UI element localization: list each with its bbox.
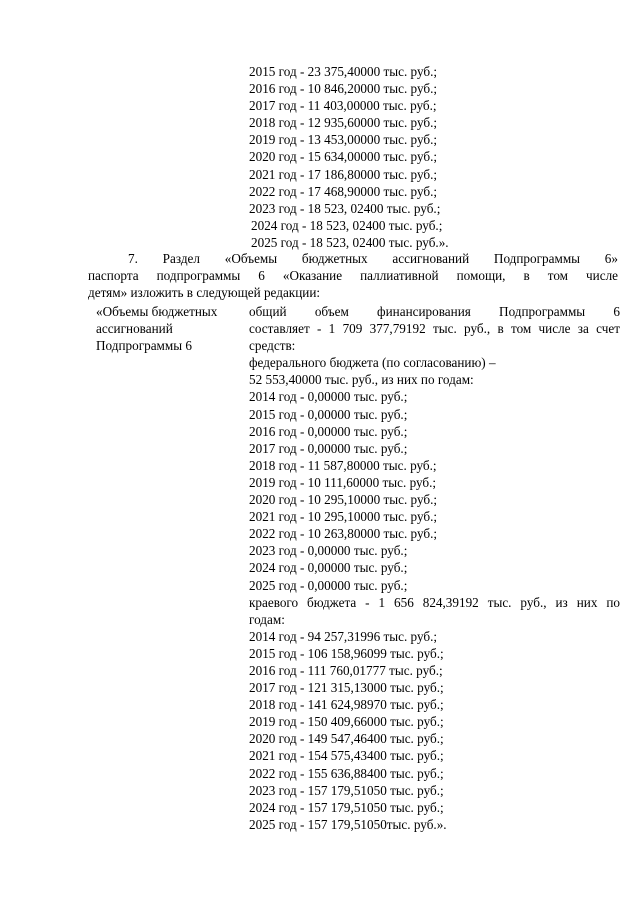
table-label-line: «Объемы бюджетных bbox=[96, 304, 218, 319]
value-line: общий объем финансирования Подпрограммы 6 bbox=[249, 304, 620, 319]
regional-year-item: 2024 год - 157 179,51050 тыс. руб.; bbox=[249, 799, 444, 815]
paragraph-line: детям» изложить в следующей редакции: bbox=[88, 285, 321, 301]
list-item: 2019 год - 13 453,00000 тыс. руб.; bbox=[249, 132, 438, 148]
regional-year-item: 2016 год - 111 760,01777 тыс. руб.; bbox=[249, 662, 443, 678]
table-label-cell bbox=[96, 304, 236, 355]
regional-year-item: 2020 год - 149 547,46400 тыс. руб.; bbox=[249, 731, 444, 747]
federal-year-item: 2023 год - 0,00000 тыс. руб.; bbox=[249, 543, 408, 559]
regional-header-line: годам: bbox=[249, 611, 285, 627]
federal-header-line: федерального бюджета (по согласованию) – bbox=[249, 355, 496, 371]
regional-year-item: 2025 год - 157 179,51050тыс. руб.». bbox=[249, 816, 447, 832]
list-item: 2022 год - 17 468,90000 тыс. руб.; bbox=[249, 183, 438, 199]
regional-year-item: 2023 год - 157 179,51050 тыс. руб.; bbox=[249, 782, 444, 798]
federal-year-item: 2017 год - 0,00000 тыс. руб.; bbox=[249, 440, 408, 456]
regional-year-item: 2022 год - 155 636,88400 тыс. руб.; bbox=[249, 765, 444, 781]
list-item: 2015 год - 23 375,40000 тыс. руб.; bbox=[249, 64, 438, 79]
federal-year-item: 2018 год - 11 587,80000 тыс. руб.; bbox=[249, 457, 437, 473]
list-item: 2018 год - 12 935,60000 тыс. руб.; bbox=[249, 115, 438, 131]
list-item: 2017 год - 11 403,00000 тыс. руб.; bbox=[249, 98, 437, 114]
regional-year-item: 2014 год - 94 257,31996 тыс. руб.; bbox=[249, 628, 438, 644]
federal-year-item: 2015 год - 0,00000 тыс. руб.; bbox=[249, 406, 408, 422]
federal-year-item: 2022 год - 10 263,80000 тыс. руб.; bbox=[249, 526, 438, 542]
amendment-paragraph bbox=[88, 251, 618, 302]
federal-year-item: 2016 год - 0,00000 тыс. руб.; bbox=[249, 423, 408, 439]
paragraph-line: 7. Раздел «Объемы бюджетных ассигнований Подпрограммы 6» bbox=[128, 251, 618, 266]
table-label-line: ассигнований bbox=[96, 321, 173, 337]
list-item: 2016 год - 10 846,20000 тыс. руб.; bbox=[249, 81, 438, 97]
federal-year-item: 2025 год - 0,00000 тыс. руб.; bbox=[249, 577, 408, 593]
previous-funding-list bbox=[249, 63, 447, 251]
regional-year-item: 2017 год - 121 315,13000 тыс. руб.; bbox=[249, 680, 444, 696]
table-value-cell bbox=[249, 304, 620, 834]
regional-year-item: 2018 год - 141 624,98970 тыс. руб.; bbox=[249, 697, 444, 713]
federal-year-item: 2014 год - 0,00000 тыс. руб.; bbox=[249, 389, 408, 405]
paragraph-line: паспорта подпрограммы 6 «Оказание паллиативной помощи, в том числе bbox=[88, 268, 618, 284]
regional-year-item: 2021 год - 154 575,43400 тыс. руб.; bbox=[249, 748, 444, 764]
list-item: 2024 год - 18 523, 02400 тыс. руб.; bbox=[251, 217, 443, 233]
value-line: составляет - 1 709 377,79192 тыс. руб., в том числе за счет bbox=[249, 321, 620, 337]
regional-header-line: краевого бюджета - 1 656 824,39192 тыс. руб., из них по bbox=[249, 594, 620, 610]
value-line: средств: bbox=[249, 338, 296, 354]
federal-year-item: 2024 год - 0,00000 тыс. руб.; bbox=[249, 560, 408, 576]
list-item: 2025 год - 18 523, 02400 тыс. руб.». bbox=[251, 234, 449, 250]
federal-header-line: 52 553,40000 тыс. руб., из них по годам: bbox=[249, 372, 474, 388]
regional-year-item: 2019 год - 150 409,66000 тыс. руб.; bbox=[249, 714, 444, 730]
table-label-line: Подпрограммы 6 bbox=[96, 338, 192, 354]
regional-year-item: 2015 год - 106 158,96099 тыс. руб.; bbox=[249, 645, 444, 661]
list-item: 2020 год - 15 634,00000 тыс. руб.; bbox=[249, 149, 438, 165]
list-item: 2021 год - 17 186,80000 тыс. руб.; bbox=[249, 166, 438, 182]
list-item: 2023 год - 18 523, 02400 тыс. руб.; bbox=[249, 200, 441, 216]
federal-year-item: 2020 год - 10 295,10000 тыс. руб.; bbox=[249, 492, 438, 508]
federal-year-item: 2019 год - 10 111,60000 тыс. руб.; bbox=[249, 474, 437, 490]
federal-year-item: 2021 год - 10 295,10000 тыс. руб.; bbox=[249, 509, 438, 525]
